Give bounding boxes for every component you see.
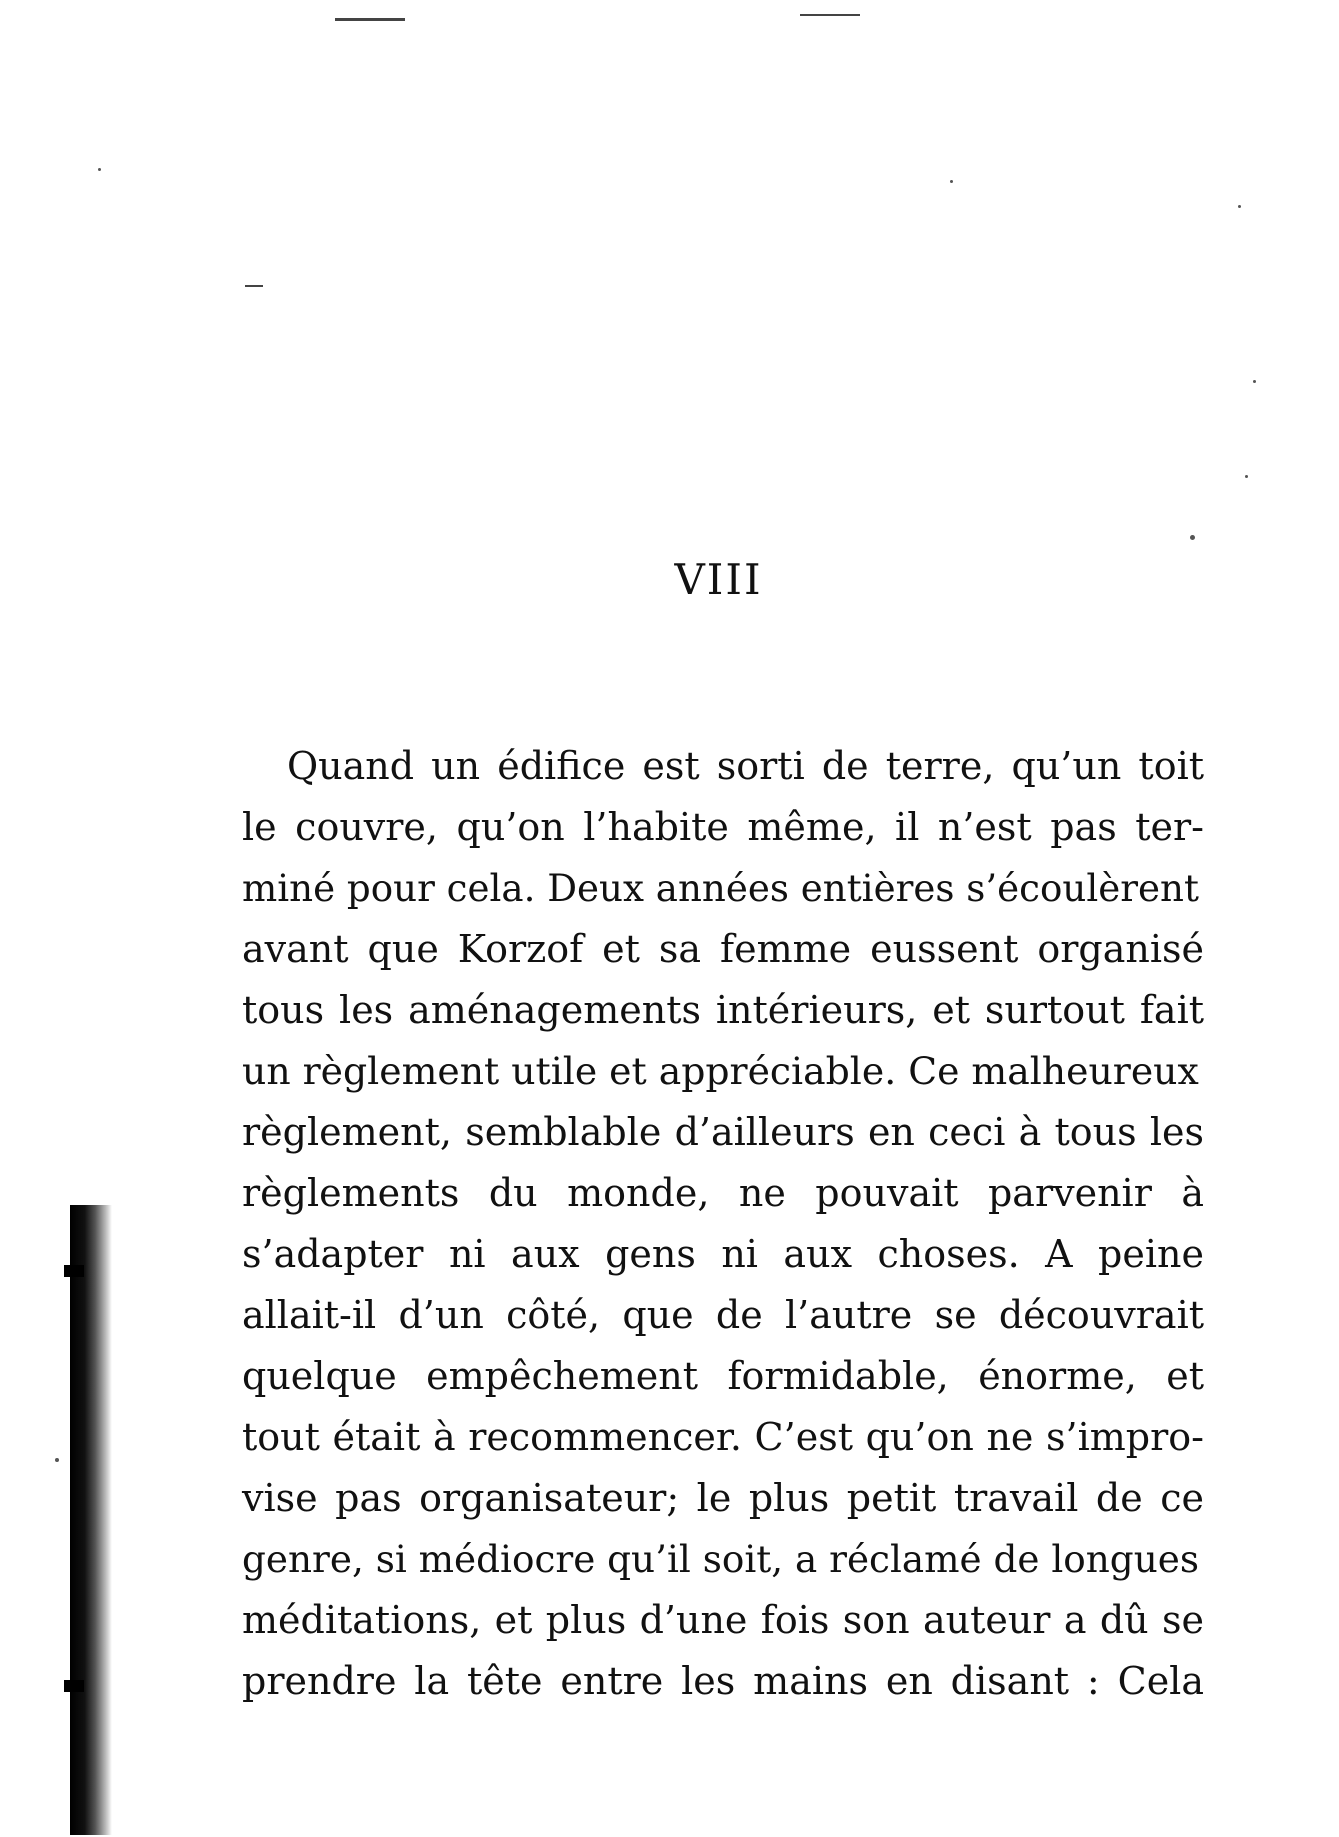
text-line: un règlement utile et appréciable. Ce malheureux <box>242 1049 1199 1093</box>
chapter-heading: VIII <box>674 555 763 604</box>
page-binding-shadow <box>70 1205 112 1835</box>
text-line: avant que Korzof et sa femme eussent organisé <box>242 927 1204 971</box>
scan-mark <box>335 18 405 21</box>
scan-speck <box>950 180 953 183</box>
scan-speck <box>1190 535 1195 540</box>
scan-speck <box>1245 475 1248 478</box>
text-line: Quand un édifice est sorti de terre, qu’un toit <box>287 744 1204 788</box>
text-line: quelque empêchement formidable, énorme, et <box>242 1354 1204 1398</box>
paragraph <box>242 736 1204 1712</box>
scan-speck <box>55 1458 59 1462</box>
page-binding-notch <box>64 1265 84 1277</box>
text-line: allait-il d’un côté, que de l’autre se découvrait <box>242 1293 1204 1337</box>
text-line: règlements du monde, ne pouvait parvenir à <box>242 1171 1204 1215</box>
text-line: s’adapter ni aux gens ni aux choses. A peine <box>242 1232 1204 1276</box>
text-line: le couvre, qu’on l’habite même, il n’est pas ter- <box>242 805 1204 849</box>
scan-mark <box>245 285 263 287</box>
scan-mark <box>800 14 860 16</box>
page-binding-notch <box>64 1680 84 1692</box>
text-line: règlement, semblable d’ailleurs en ceci à tous les <box>242 1110 1204 1154</box>
text-line: tout était à recommencer. C’est qu’on ne s’impro- <box>242 1415 1204 1459</box>
text-line: tous les aménagements intérieurs, et surtout fait <box>242 988 1204 1032</box>
text-line: miné pour cela. Deux années entières s’écoulèrent <box>242 866 1199 910</box>
text-line: vise pas organisateur; le plus petit travail de ce <box>242 1476 1204 1520</box>
scan-speck <box>98 168 101 171</box>
scan-speck <box>1253 380 1256 383</box>
text-line: méditations, et plus d’une fois son auteur a dû se <box>242 1598 1204 1642</box>
scan-speck <box>1238 205 1241 208</box>
text-line: genre, si médiocre qu’il soit, a réclamé de longues <box>242 1537 1199 1581</box>
text-line: prendre la tête entre les mains en disant : Cela <box>242 1659 1204 1703</box>
